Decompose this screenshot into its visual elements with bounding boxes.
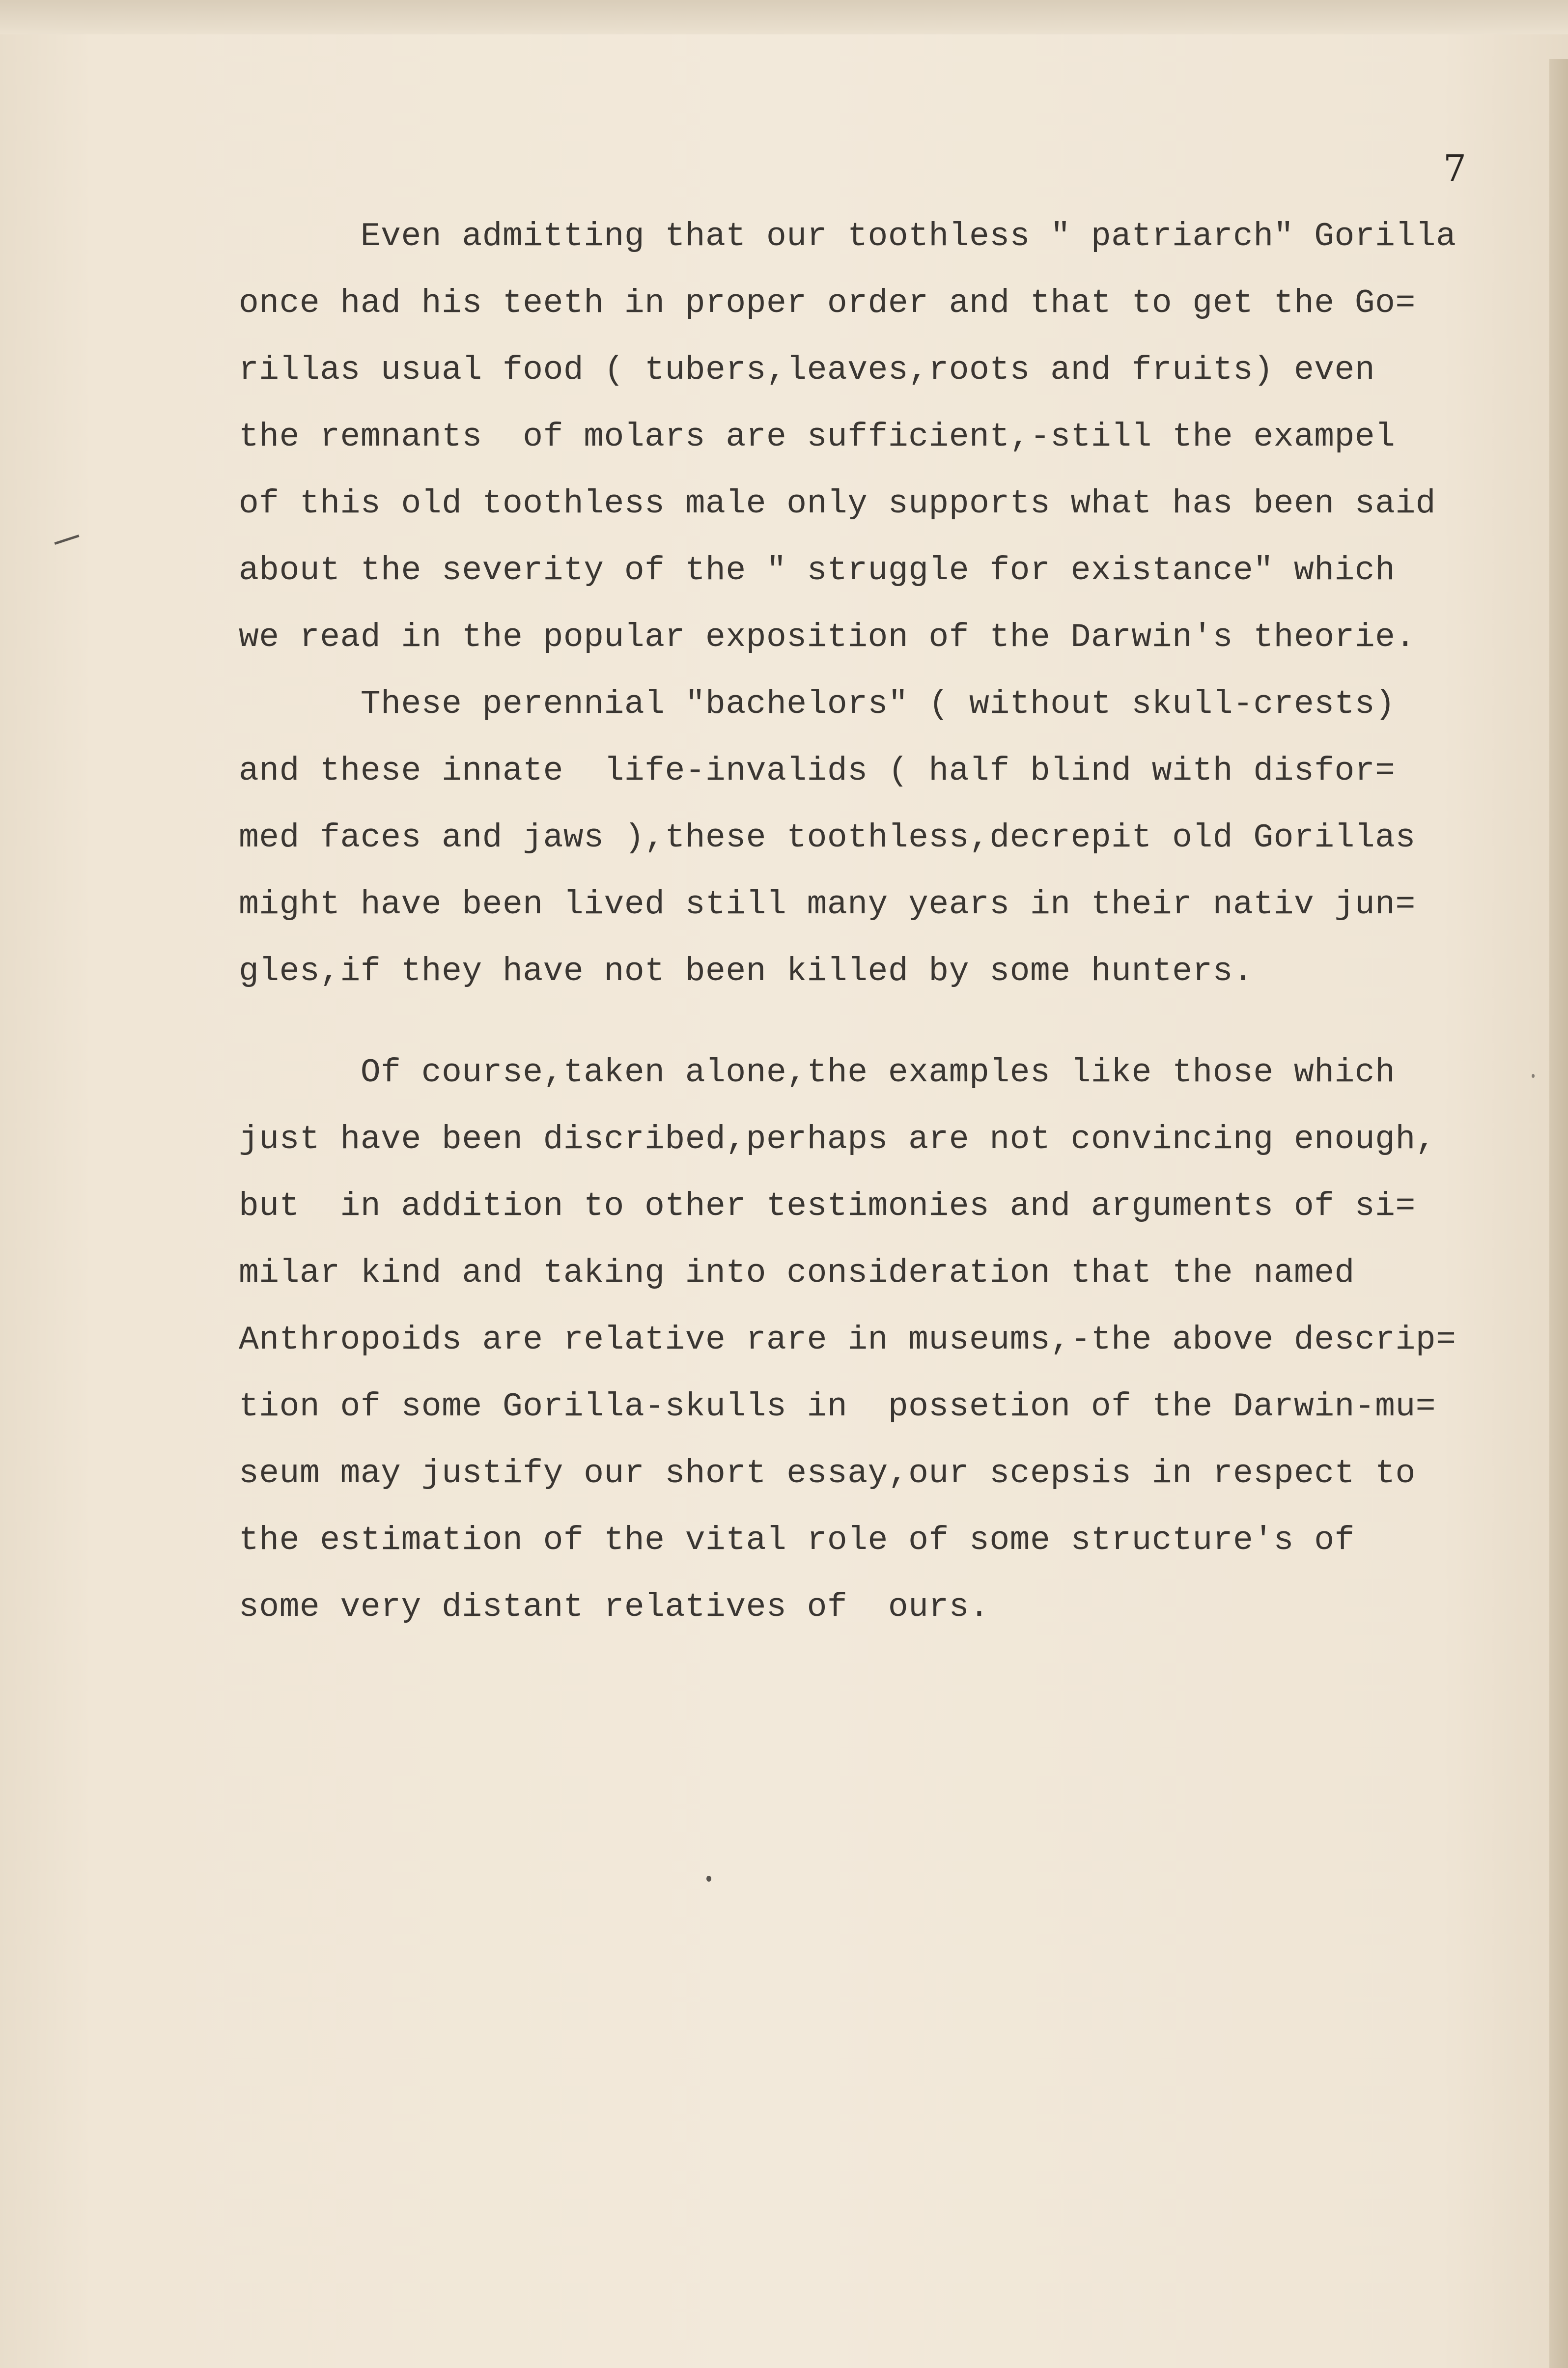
text-line: but in addition to other testimonies and arguments of si= bbox=[239, 1187, 1416, 1225]
stray-mark bbox=[54, 535, 79, 545]
text-line: These perennial "bachelors" ( without skull-crests) bbox=[239, 685, 1396, 723]
text-line: might have been lived still many years in their nativ jun= bbox=[239, 886, 1416, 924]
page-right-edge bbox=[1549, 59, 1568, 2368]
text-line: the remnants of molars are sufficient,-still the exampel bbox=[239, 418, 1396, 456]
text-line: and these innate life-invalids ( half blind with disfor= bbox=[239, 752, 1396, 790]
text-line: some very distant relatives of ours. bbox=[239, 1588, 990, 1626]
text-line: milar kind and taking into consideration that the named bbox=[239, 1254, 1355, 1292]
text-line: Anthropoids are relative rare in museums,-the above descrip= bbox=[239, 1321, 1456, 1359]
text-line: once had his teeth in proper order and that to get the Go= bbox=[239, 284, 1416, 322]
text-line: we read in the popular exposition of the Darwin's theorie. bbox=[239, 619, 1416, 656]
text-line: the estimation of the vital role of some structure's of bbox=[239, 1522, 1355, 1559]
text-line: Of course,taken alone,the examples like those which bbox=[239, 1054, 1396, 1092]
text-line: gles,if they have not been killed by some hunters. bbox=[239, 953, 1254, 990]
page-number: 7 bbox=[1443, 147, 1467, 190]
text-line: of this old toothless male only supports what has been said bbox=[239, 485, 1436, 523]
text-line: med faces and jaws ),these toothless,decrepit old Gorillas bbox=[239, 819, 1416, 857]
stray-dot bbox=[1532, 1074, 1535, 1078]
text-line: seum may justify our short essay,our scepsis in respect to bbox=[239, 1455, 1416, 1493]
page-top-edge bbox=[0, 0, 1568, 34]
stray-dot bbox=[706, 1876, 711, 1882]
text-line: rillas usual food ( tubers,leaves,roots and fruits) even bbox=[239, 351, 1375, 389]
text-line: tion of some Gorilla-skulls in possetion of the Darwin-mu= bbox=[239, 1388, 1436, 1426]
text-line: about the severity of the " struggle for existance" which bbox=[239, 552, 1396, 590]
text-line: just have been discribed,perhaps are not convincing enough, bbox=[239, 1121, 1436, 1158]
text-line: Even admitting that our toothless " patriarch" Gorilla bbox=[239, 218, 1456, 255]
